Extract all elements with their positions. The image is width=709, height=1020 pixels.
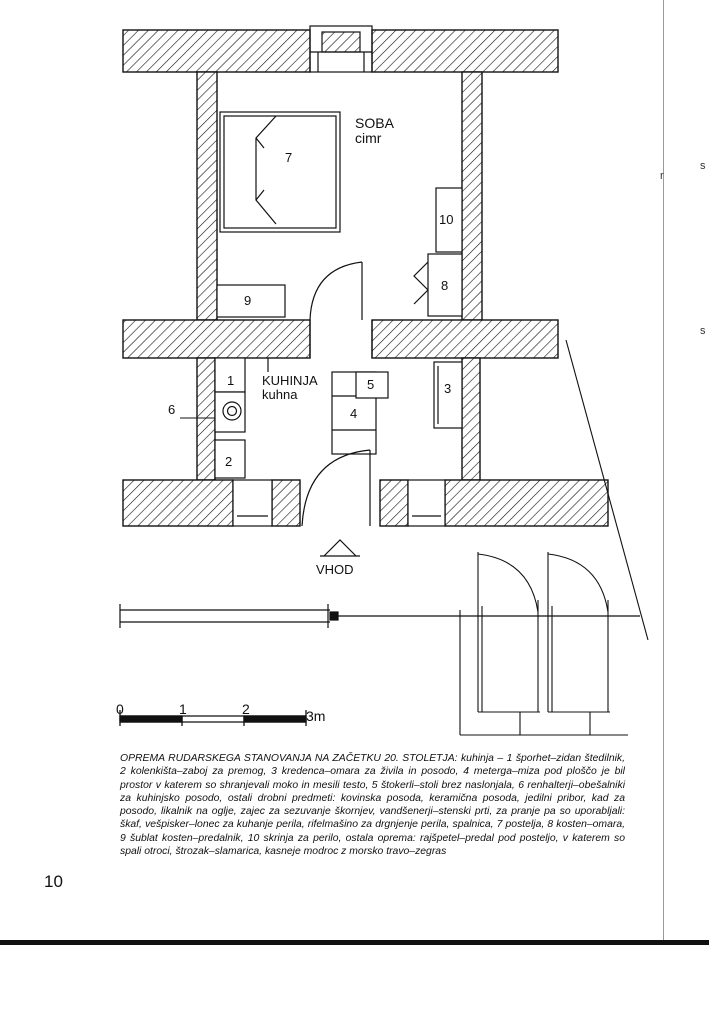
- figure-caption: [120, 752, 625, 858]
- item-number-3: 3: [444, 381, 452, 396]
- wall-top-right: [372, 30, 558, 72]
- wall-left-upper: [197, 72, 217, 320]
- scale-tick-0: 0: [116, 701, 124, 717]
- wall-middle-right: [372, 320, 558, 358]
- scale-tick-2: 2: [242, 701, 250, 717]
- door-entrance: [302, 450, 370, 526]
- window-frames: [233, 480, 445, 526]
- wall-middle-left: [123, 320, 310, 358]
- furniture-kitchen: [215, 358, 462, 478]
- chimney: [310, 26, 372, 72]
- item-number-7: 7: [285, 150, 293, 165]
- item-number-8: 8: [441, 278, 449, 293]
- wall-bottom-4: [445, 480, 608, 526]
- entrance-arrow: [320, 540, 360, 556]
- scale-tick-1: 1: [179, 701, 187, 717]
- wall-bottom-2: [272, 480, 300, 526]
- wall-bottom-3: [380, 480, 408, 526]
- item-number-6: 6: [168, 402, 176, 417]
- item-number-10: 10: [439, 212, 454, 227]
- door-inner: [310, 262, 372, 358]
- item-number-5: 5: [367, 377, 375, 392]
- room-sublabel-cimr: cimr: [355, 130, 382, 146]
- caption-body: kuhinja – 1 šporhet–zidan štedilnik, 2 kolenkišta–zaboj za premog, 3 kredenca–omara za živila in posodo, 4 meterga–miza pod ploščo je bil prostor v katerem so shranjevali moko in mesili testo, 5 štokerli–stoli brez naslonjala, 6 renhalterji–obešalniki za kuhinjsko posodo, ostali drobni predmeti: kovinska posoda, keramična posoda, jedilni pribor, kad za posodo, likalnik na oglje, zajec za sezuvanje škornjev, vandšenerji–stenski prti, za pranje pa so uporabljali: škaf, vešpisker–lonec za kuhanje perila, rifelmašino za drgnjenje perila, spalnica, 7 postelja, 8 kosten–omara, 9 šublat kosten–predalnik, 10 skrinja za perilo, ostala oprema: rajšpetel–predal pod posteljo, v katerem so spali otroci, štrozak–slamarica, kasneje modroc z morsko travo–zegras: [120, 753, 625, 858]
- margin-mark: s: [700, 325, 706, 337]
- room-sublabel-kuhna: kuhna: [262, 387, 298, 402]
- wall-top-left: [123, 30, 310, 72]
- margin-mark: s: [700, 160, 706, 172]
- bottom-rule: [0, 940, 709, 945]
- page-number: 10: [44, 872, 63, 891]
- item-number-1: 1: [227, 373, 235, 388]
- detail-doors: [460, 340, 648, 735]
- item-number-4: 4: [350, 406, 358, 421]
- room-label-kuhinja: KUHINJA: [262, 373, 318, 388]
- bed-7: [220, 112, 340, 232]
- item-number-2: 2: [225, 454, 233, 469]
- item-number-9: 9: [244, 293, 252, 308]
- room-label-soba: SOBA: [355, 115, 394, 131]
- scale-tick-3m: 3m: [306, 708, 326, 724]
- entrance-label: VHOD: [316, 562, 354, 577]
- caption-title: OPREMA RUDARSKEGA STANOVANJA NA ZAČETKU 20. STOLETJA:: [120, 753, 458, 764]
- wall-right-lower: [462, 358, 480, 480]
- margin-mark: r: [660, 170, 664, 182]
- page-edge: [663, 0, 664, 940]
- wall-left-lower: [197, 358, 215, 480]
- wall-right-upper: [462, 72, 482, 320]
- wall-bottom-1: [123, 480, 233, 526]
- section-line: [120, 604, 640, 628]
- scale-bar: [120, 710, 306, 726]
